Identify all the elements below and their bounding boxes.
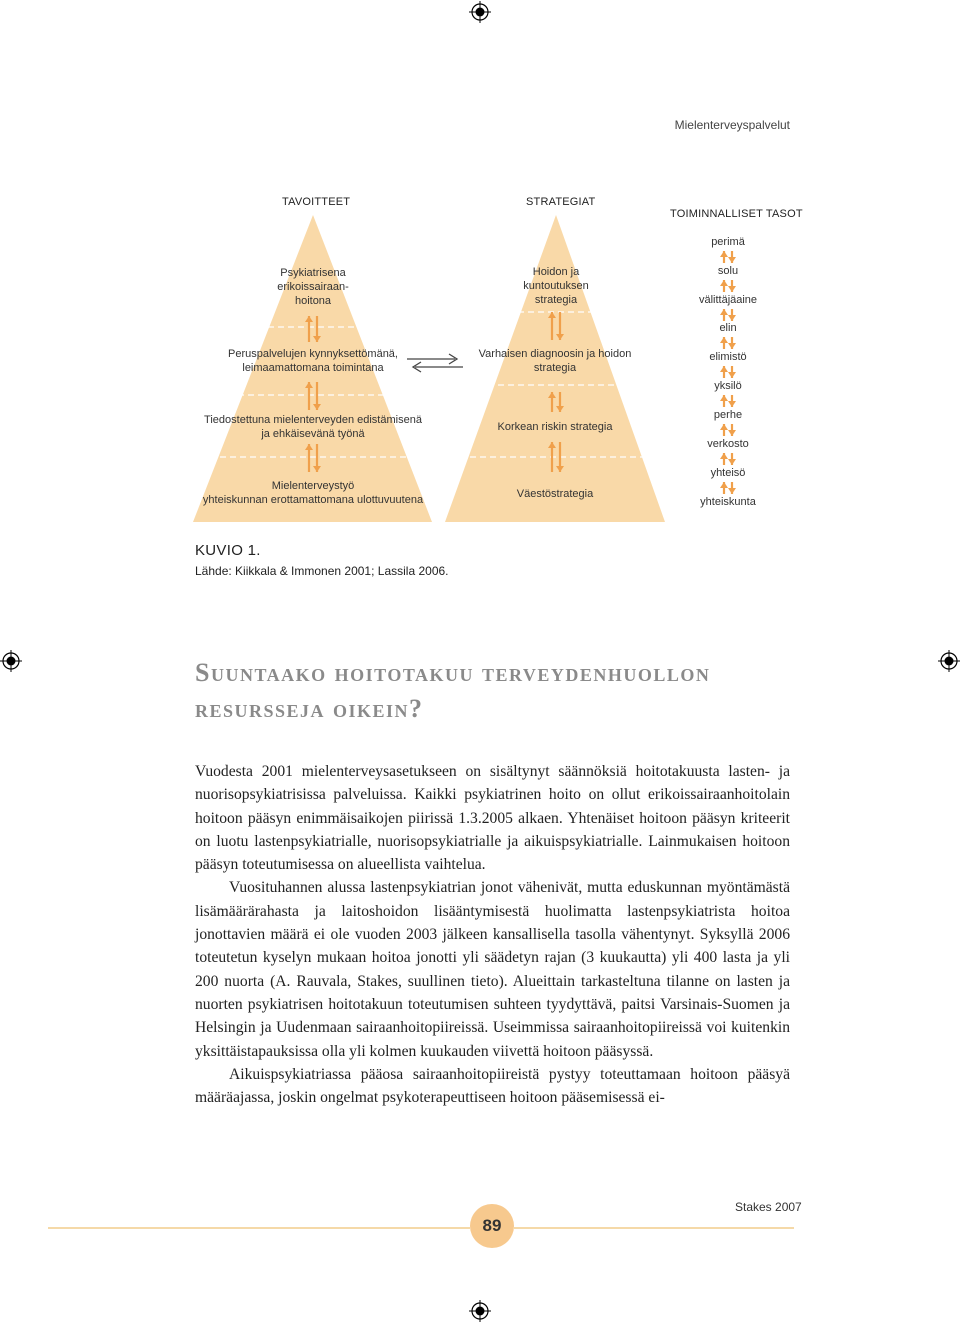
- running-header: Mielenterveyspalvelut: [674, 118, 790, 132]
- strategy-label: Korkean riskin strategia: [497, 421, 613, 433]
- goal-label: Peruspalvelujen kynnyksettömänä, leimaamattomana toimintana: [228, 348, 398, 374]
- goal-label: Mielenterveystyö yhteiskunnan erottamattomana ulottuvuutena: [202, 480, 424, 506]
- paragraph: Vuodesta 2001 mielenterveysasetukseen on sisältynyt säännöksiä hoitotakuusta lasten- ja nuorisopsykiatrisissa palveluissa. Kaikki psykiatrinen hoito on ollut erikoissairaanhoitolain hoitoon pääsyn enimmäisaikojen piirissä 1.3.2005 alkaen. Yhtenäiset hoitoon pääsyn kriteerit on luotu lastenpsykiatrialle, nuorisopsykiatrialle ja aikuispsykiatrialle. Lainmukaisen hoitoon pääsyn toteutumisessa on alueellista vaihtelua.: [195, 763, 790, 874]
- double-arrow-icon: [720, 280, 736, 292]
- functional-level-label: yhteiskunta: [700, 496, 756, 508]
- article-body: [195, 760, 790, 1109]
- registration-mark-icon: [0, 650, 22, 672]
- double-arrow-icon: [720, 424, 736, 436]
- section-heading: Suuntaako hoitotakuu terveydenhuollon resursseja oikein?: [195, 658, 711, 723]
- double-arrow-icon: [720, 453, 736, 465]
- double-arrow-icon: [720, 395, 736, 407]
- level-arrows-layer: [0, 0, 960, 540]
- figure-caption: KUVIO 1.: [195, 542, 261, 559]
- footer-rule: [514, 1227, 794, 1229]
- page-number: 89: [470, 1204, 514, 1248]
- footer-publisher: Stakes 2007: [735, 1200, 802, 1214]
- levels-heading: TOIMINNALLISET TASOT: [670, 208, 803, 220]
- paragraph: Aikuispsykiatriassa pääosa sairaanhoitopiireistä pystyy toteuttamaan hoitoon pääsyä määräajassa, joskin ongelmat psykoterapeuttiseen hoitoon pääsemisessä ei-: [195, 1065, 790, 1107]
- functional-level-label: verkosto: [707, 438, 749, 450]
- goal-label: Psykiatrisena erikoissairaan- hoitona: [277, 267, 349, 307]
- functional-level-label: perimä: [711, 236, 745, 248]
- functional-level-label: solu: [717, 265, 739, 277]
- strategy-label: Varhaisen diagnoosin ja hoidon strategia: [478, 348, 632, 374]
- registration-mark-icon: [469, 1300, 491, 1322]
- functional-level-label: välittäjäaine: [698, 294, 758, 306]
- double-arrow-icon: [720, 337, 736, 349]
- double-arrow-icon: [720, 366, 736, 378]
- goal-label: Tiedostettuna mielenterveyden edistämisenä ja ehkäisevänä työnä: [204, 414, 422, 440]
- paragraph: Vuosituhannen alussa lastenpsykiatrian jonot vähenivät, mutta eduskunnan myöntämästä lisämäärärahasta ja laitoshoidon lisääntymisestä huolimatta lastenpsykiatrista hoitoa jonottavien määrä ei ole vuoden 2003 jälkeen kansallisella tasolla vähentynyt. Syksyllä 2006 toteutetun kyselyn mukaan hoitoa jonotti yli säädetyn rajan (3 kuukautta) yli 400 lasta ja yli 200 nuorta (A. Rauvala, Stakes, suullinen tieto). Alueittain tarkasteltuna tilanne on lasten ja nuorten psykiatrisen hoitotakuun toteutumisen suhteen tyydyttävä, paitsi Varsinais-Suomen ja Helsingin ja Uudenmaan sairaanhoitopiireissä. Useimmissa sairaanhoitopiireissä voi kuitenkin yksittäistapauksissa olla yli kolmen kuukauden viivettä hoitoon pääsyssä.: [195, 879, 790, 1060]
- strategy-label: Hoidon ja kuntoutuksen strategia: [523, 266, 589, 306]
- functional-level-label: elin: [719, 322, 737, 334]
- goals-heading: TAVOITTEET: [282, 196, 351, 208]
- functional-level-label: elimistö: [709, 351, 747, 363]
- footer-rule: [48, 1227, 470, 1229]
- double-arrow-icon: [720, 309, 736, 321]
- strategy-label: Väestöstrategia: [516, 488, 594, 500]
- functional-level-label: perhe: [713, 409, 743, 421]
- strategies-heading: STRATEGIAT: [526, 196, 596, 208]
- double-arrow-icon: [720, 482, 736, 494]
- registration-mark-icon: [938, 650, 960, 672]
- functional-level-label: yhteisö: [710, 467, 746, 479]
- functional-level-label: yksilö: [714, 380, 742, 392]
- figure-source: Lähde: Kiikkala & Immonen 2001; Lassila 2006.: [195, 564, 449, 578]
- double-arrow-icon: [720, 251, 736, 263]
